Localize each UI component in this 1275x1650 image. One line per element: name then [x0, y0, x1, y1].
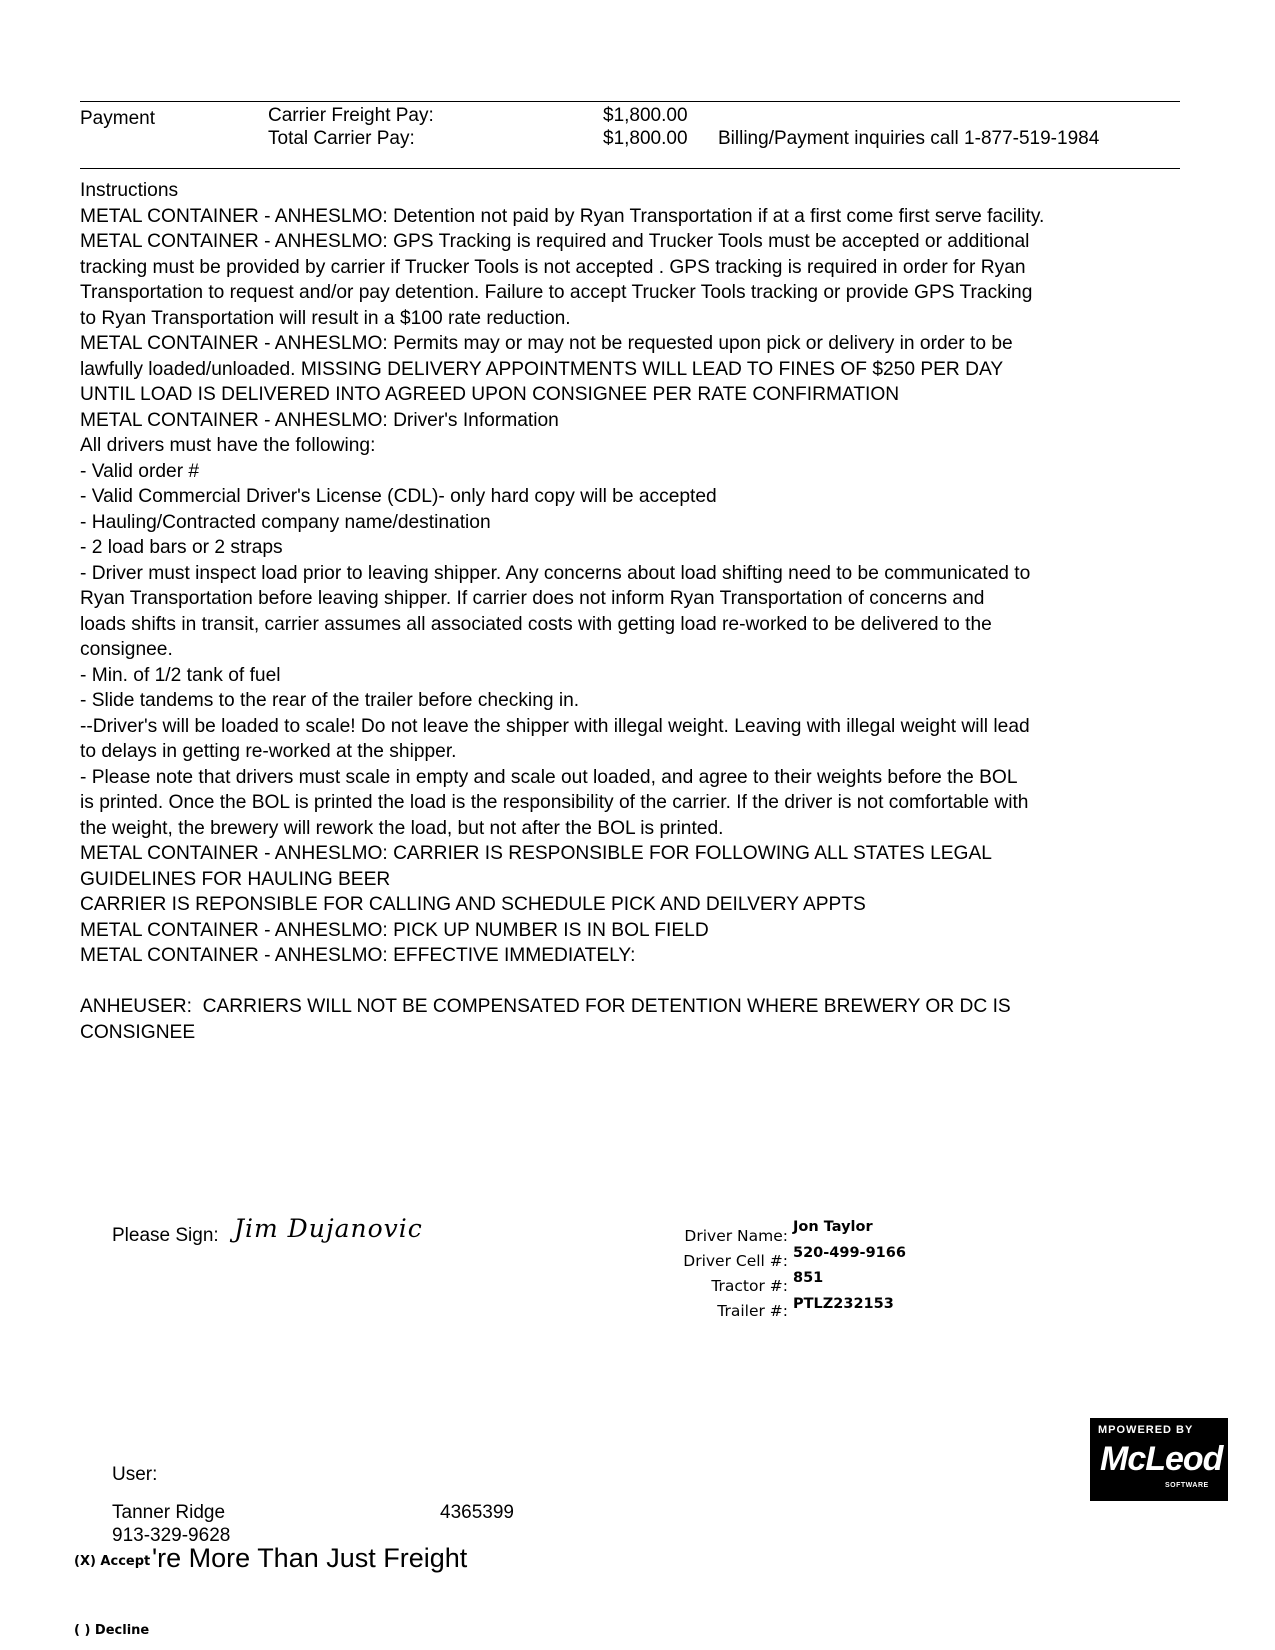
payment-section-label: Payment [80, 108, 155, 129]
logo-software: SOFTWARE [1165, 1482, 1209, 1489]
instruction-line: - Valid Commercial Driver's License (CDL)- only hard copy will be accepted [80, 486, 717, 507]
tagline: 're More Than Just Freight [152, 1543, 468, 1573]
instruction-line: loads shifts in transit, carrier assumes all associated costs with getting load re-worked to be delivered to the [80, 613, 992, 635]
decline-option[interactable]: ( ) Decline [74, 1623, 150, 1638]
instruction-line: to Ryan Transportation will result in a $100 rate reduction. [80, 307, 571, 329]
instruction-line: All drivers must have the following: [80, 435, 376, 456]
instruction-line: - Valid order # [80, 460, 200, 482]
instructions-lines [80, 204, 1190, 1046]
user-name: Tanner Ridge [112, 1502, 226, 1523]
instruction-line: tracking must be provided by carrier if Trucker Tools is not accepted . GPS tracking is required in order for Ryan [80, 256, 1026, 278]
driver-cell-value: 520-499-9166 [793, 1245, 906, 1261]
instruction-line: is printed. Once the BOL is printed the load is the responsibility of the carrier. If the driver is not comfortable with [80, 792, 1029, 813]
instruction-line: METAL CONTAINER - ANHESLMO: Permits may or may not be requested upon pick or delivery in order to be [80, 333, 1013, 354]
instructions-block [80, 178, 1190, 1045]
payment-bottom-rule [80, 168, 1180, 169]
instruction-line: - Min. of 1/2 tank of fuel [80, 664, 281, 686]
instruction-line: METAL CONTAINER - ANHESLMO: EFFECTIVE IMMEDIATELY: [80, 945, 636, 966]
instruction-line: to delays in getting re-worked at the shipper. [80, 741, 457, 762]
total-carrier-pay-value: $1,800.00 [603, 128, 688, 149]
instruction-line: METAL CONTAINER - ANHESLMO: CARRIER IS RESPONSIBLE FOR FOLLOWING ALL STATES LEGAL [80, 843, 992, 864]
instruction-line: CARRIER IS REPONSIBLE FOR CALLING AND SCHEDULE PICK AND DEILVERY APPTS [80, 894, 866, 915]
mcleod-logo [1090, 1418, 1228, 1501]
instruction-line [80, 969, 1190, 995]
driver-name-value: Jon Taylor [793, 1219, 873, 1235]
signature: Jim Dujanovic [234, 1214, 423, 1243]
carrier-freight-pay-value: $1,800.00 [603, 105, 688, 126]
instruction-line: --Driver's will be loaded to scale! Do not leave the shipper with illegal weight. Leaving with illegal weight will lead [80, 715, 1030, 737]
please-sign-label: Please Sign: [112, 1225, 219, 1246]
carrier-freight-pay-label: Carrier Freight Pay: [268, 105, 434, 126]
instruction-line: GUIDELINES FOR HAULING BEER [80, 868, 391, 890]
user-phone: 913-329-9628 [112, 1525, 231, 1546]
accept-option[interactable]: (X) Accept [74, 1554, 151, 1569]
trailer-number-label: Trailer #: [717, 1302, 788, 1320]
trailer-number-value: PTLZ232153 [793, 1296, 894, 1312]
tractor-number-value: 851 [793, 1270, 824, 1286]
instruction-line: Ryan Transportation before leaving shipper. If carrier does not inform Ryan Transportation of concerns and [80, 588, 985, 609]
instruction-line: UNTIL LOAD IS DELIVERED INTO AGREED UPON CONSIGNEE PER RATE CONFIRMATION [80, 384, 900, 405]
tractor-number-label: Tractor #: [711, 1277, 788, 1295]
instruction-line: - Slide tandems to the rear of the trailer before checking in. [80, 690, 580, 711]
instruction-line: CONSIGNEE [80, 1021, 196, 1043]
instruction-line: METAL CONTAINER - ANHESLMO: PICK UP NUMBER IS IN BOL FIELD [80, 919, 709, 941]
top-rule [80, 101, 1180, 102]
billing-inquiries-note: Billing/Payment inquiries call 1-877-519-1984 [718, 128, 1100, 149]
instruction-line: ANHEUSER: CARRIERS WILL NOT BE COMPENSATED FOR DETENTION WHERE BREWERY OR DC IS [80, 996, 1011, 1017]
instruction-line: METAL CONTAINER - ANHESLMO: GPS Tracking is required and Trucker Tools must be accepted or additional [80, 231, 1030, 252]
total-carrier-pay-label: Total Carrier Pay: [268, 128, 415, 149]
driver-cell-label: Driver Cell #: [683, 1252, 788, 1270]
instruction-line: METAL CONTAINER - ANHESLMO: Driver's Information [80, 409, 559, 431]
logo-powered-by: MPOWERED BY [1098, 1424, 1194, 1436]
instruction-line: Transportation to request and/or pay detention. Failure to accept Trucker Tools tracking or provide GPS Tracking [80, 282, 1033, 303]
instruction-line: METAL CONTAINER - ANHESLMO: Detention not paid by Ryan Transportation if at a first come first serve facility. [80, 205, 1045, 227]
user-label: User: [112, 1464, 158, 1485]
driver-name-label: Driver Name: [684, 1227, 788, 1245]
instruction-line: consignee. [80, 639, 173, 660]
logo-brand: McLeod [1100, 1440, 1223, 1478]
instruction-line: lawfully loaded/unloaded. MISSING DELIVERY APPOINTMENTS WILL LEAD TO FINES OF $250 PER DAY [80, 358, 1004, 380]
user-id: 4365399 [440, 1502, 514, 1523]
instruction-line: the weight, the brewery will rework the load, but not after the BOL is printed. [80, 817, 724, 839]
instruction-line: - 2 load bars or 2 straps [80, 537, 283, 558]
instruction-line: - Driver must inspect load prior to leaving shipper. Any concerns about load shifting need to be communicated to [80, 562, 1031, 584]
instruction-line: - Please note that drivers must scale in empty and scale out loaded, and agree to their weights before the BOL [80, 766, 1018, 788]
instruction-line: - Hauling/Contracted company name/destination [80, 511, 491, 533]
instructions-heading: Instructions [80, 180, 179, 201]
